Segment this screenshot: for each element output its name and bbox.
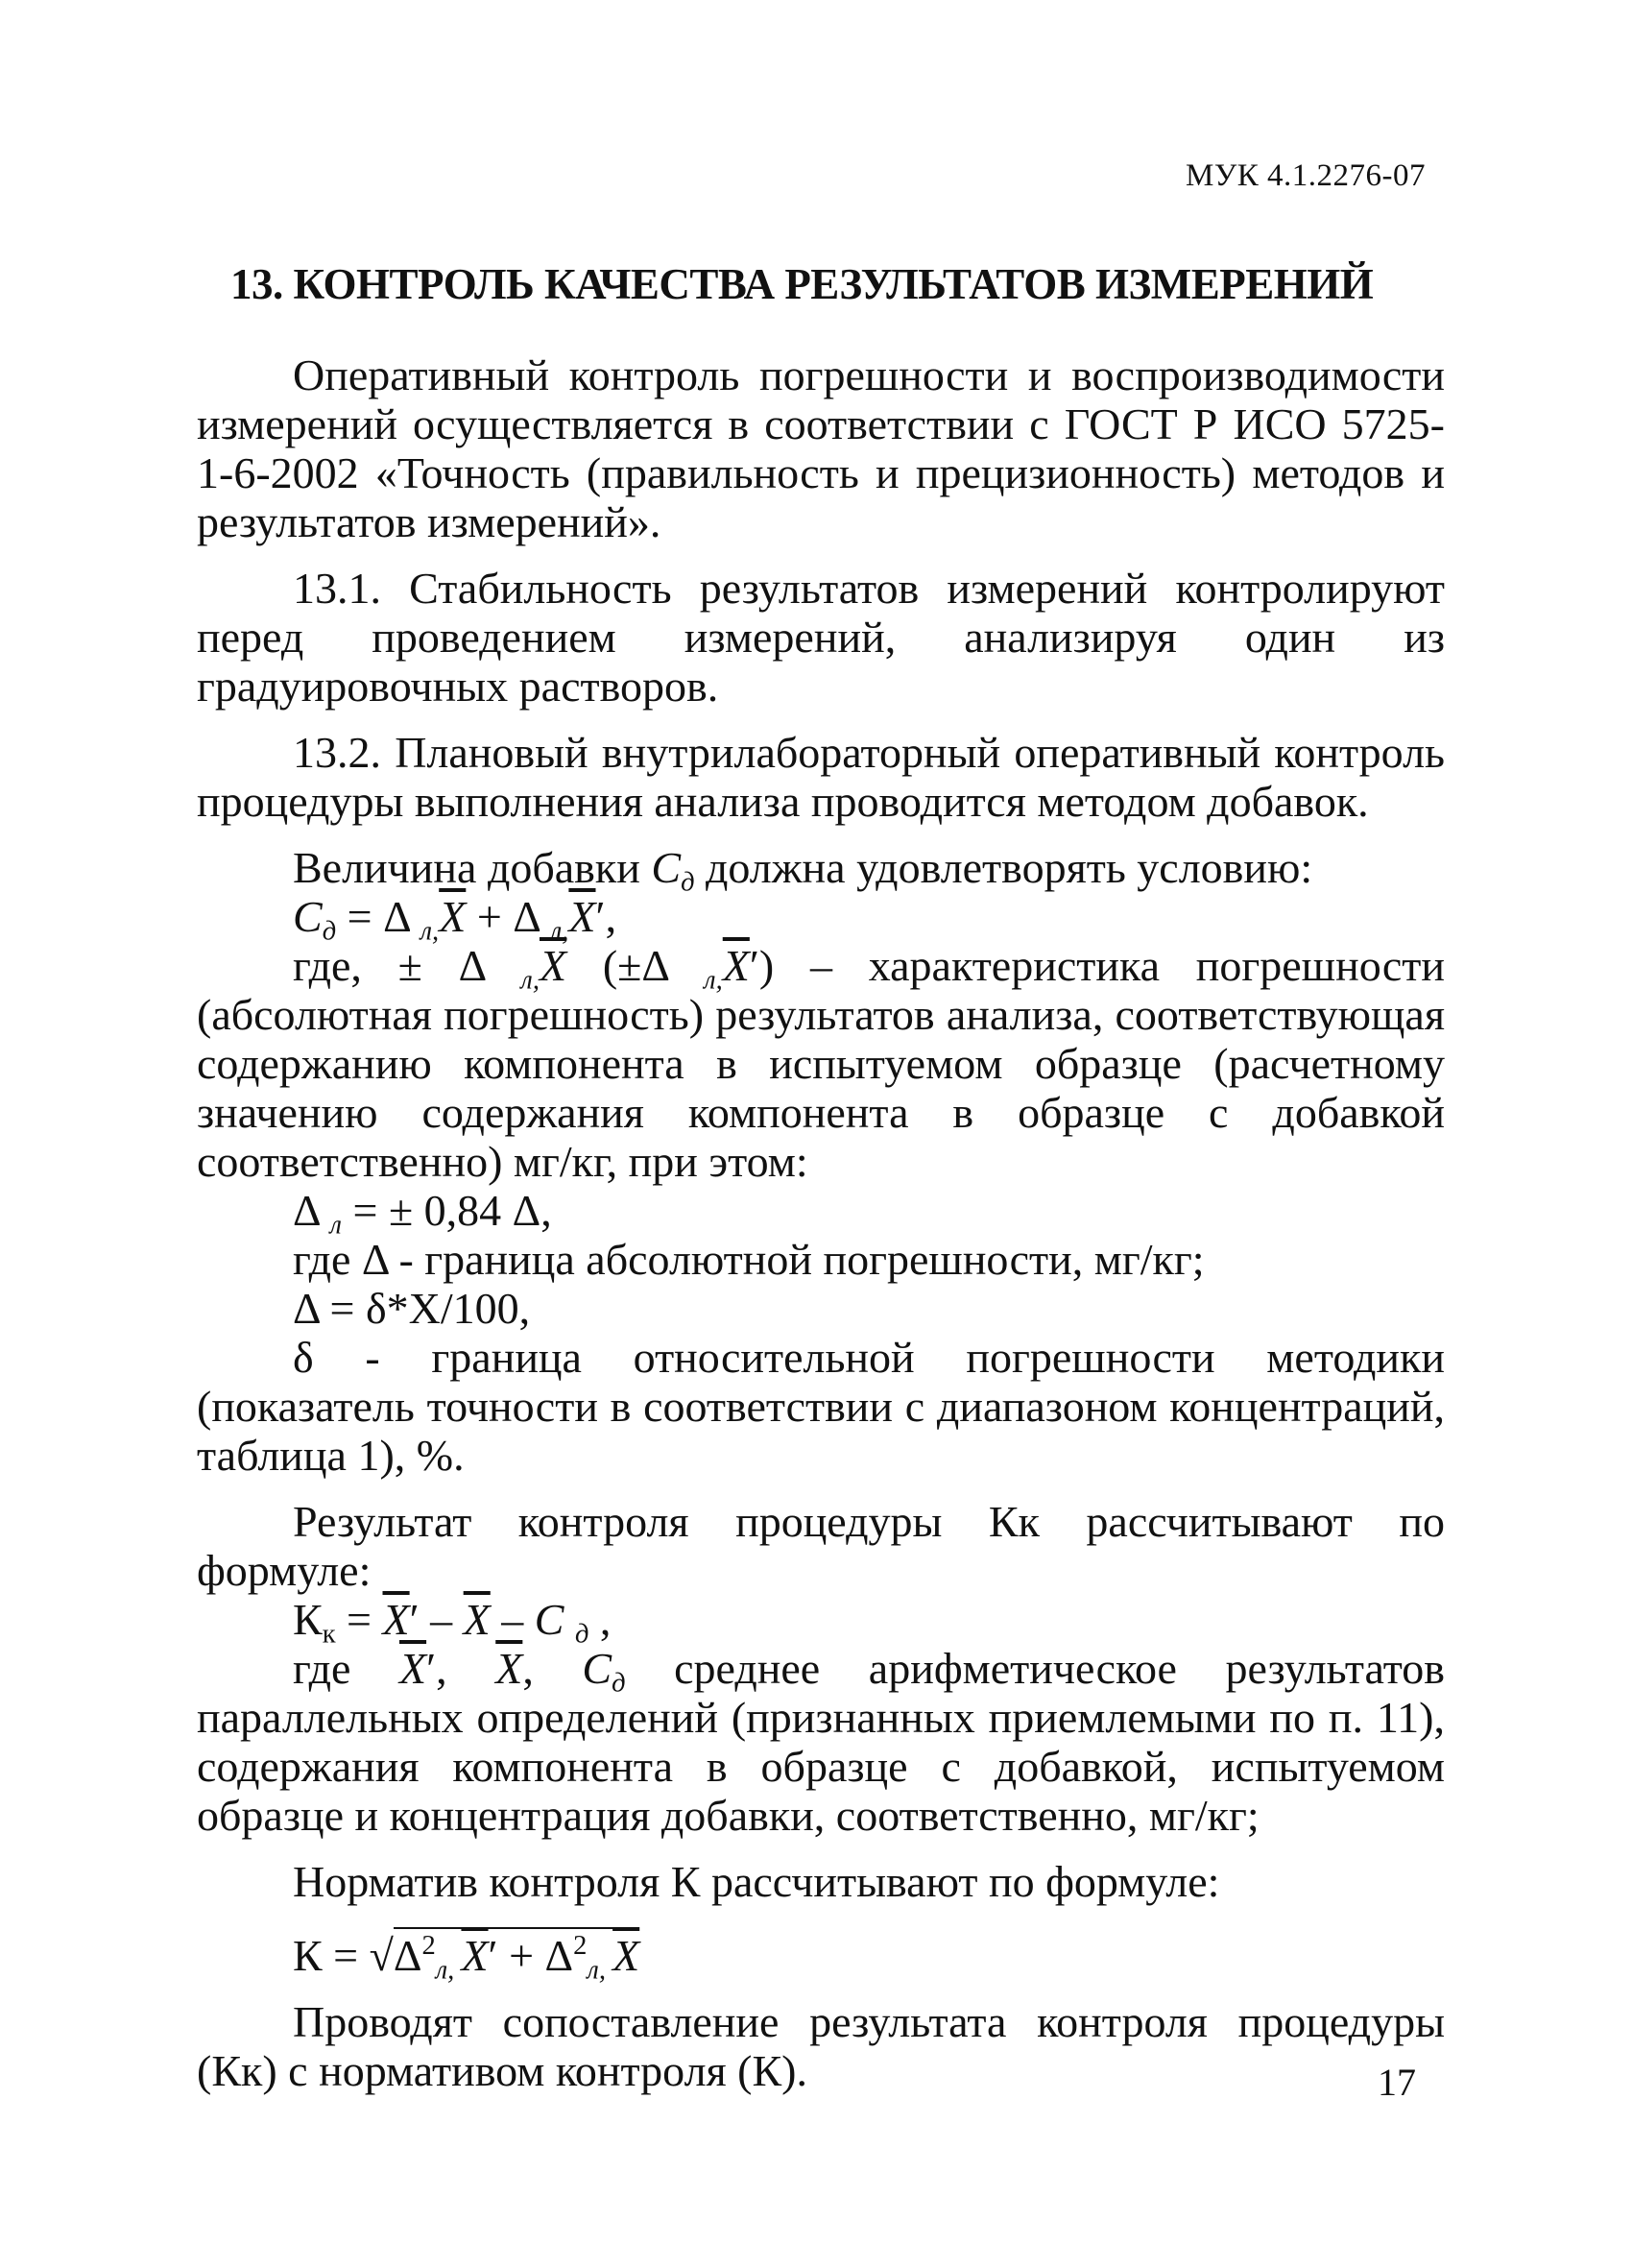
kk-intro: Результат контроля процедуры Кк рассчитывают по формуле: <box>197 1497 1445 1595</box>
k-intro: Норматив контроля К рассчитывают по формуле: <box>293 1857 1220 1906</box>
relative-error-definition: δ - граница относительной погрешности методики (показатель точности в соответствии с диапазоном концентраций, таблица 1), %. <box>197 1333 1445 1480</box>
formula-kk: $К_к = \overline{X}' - \overline{X} - С$ $_д$ , <box>293 1595 612 1650</box>
error-characteristic: где, ± Δ $_{л,}\overline{X}$ (±Δ $_{л,}\overline{X}'$) – характеристика погрешности (абсолютная погрешность) результатов анализа, соответствующая содержанию компонента в испытуемом образце (расчетному значению содержания компонента в образце с добавкой соответственно) мг/кг, при этом: <box>197 941 1445 1186</box>
section-title: 13. КОНТРОЛЬ КАЧЕСТВА РЕЗУЛЬТАТОВ ИЗМЕРЕНИЙ <box>230 260 1374 308</box>
formula-additive: $С_д = \Delta$ $_{л,}\overline{X} + \Delta$ $_{л,}\overline{X}'$, <box>293 892 617 947</box>
additive-condition: Величина добавки $С_д$ должна удовлетворять условию: <box>293 843 1313 898</box>
page-number: 17 <box>1378 2061 1416 2104</box>
conclusion-paragraph: Проводят сопоставление результата контроля процедуры (Кк) с нормативом контроля (К). <box>197 1997 1445 2095</box>
paragraph-13-2: 13.2. Плановый внутрилабораторный оперативный контроль процедуры выполнения анализа проводится методом добавок. <box>197 728 1445 826</box>
intro-paragraph: Оперативный контроль погрешности и воспроизводимости измерений осуществляется в соответствии с ГОСТ Р ИСО 5725-1-6-2002 «Точность (правильность и прецизионность) методов и результатов измерений». <box>197 350 1445 546</box>
formula-delta: Δ = δ*X/100, <box>293 1284 531 1333</box>
document-code: МУК 4.1.2276-07 <box>1186 158 1426 193</box>
formula-k: $К = √\Delta^2_{л,}$ $\overline{X}' + \Delta^2_{л,}$ $\overline{X}$ <box>197 1931 1445 1980</box>
delta-definition: где Δ - граница абсолютной погрешности, мг/кг; <box>293 1235 1205 1284</box>
kk-definition: где $\overline{X}'$, $\overline{X}$, $С_д$ среднее арифметическое результатов параллельных определений (признанных приемлемыми по п. 11), содержания компонента в образце с добавкой, испытуемом образце и концентрация добавки, соответственно, мг/кг; <box>197 1644 1446 1840</box>
formula-delta-l: Δ $_л$ = ± 0,84 Δ, <box>293 1186 552 1241</box>
body-text <box>197 350 1445 2095</box>
paragraph-13-1: 13.1. Стабильность результатов измерений контролируют перед проведением измерений, анализируя один из градуировочных растворов. <box>197 564 1445 711</box>
